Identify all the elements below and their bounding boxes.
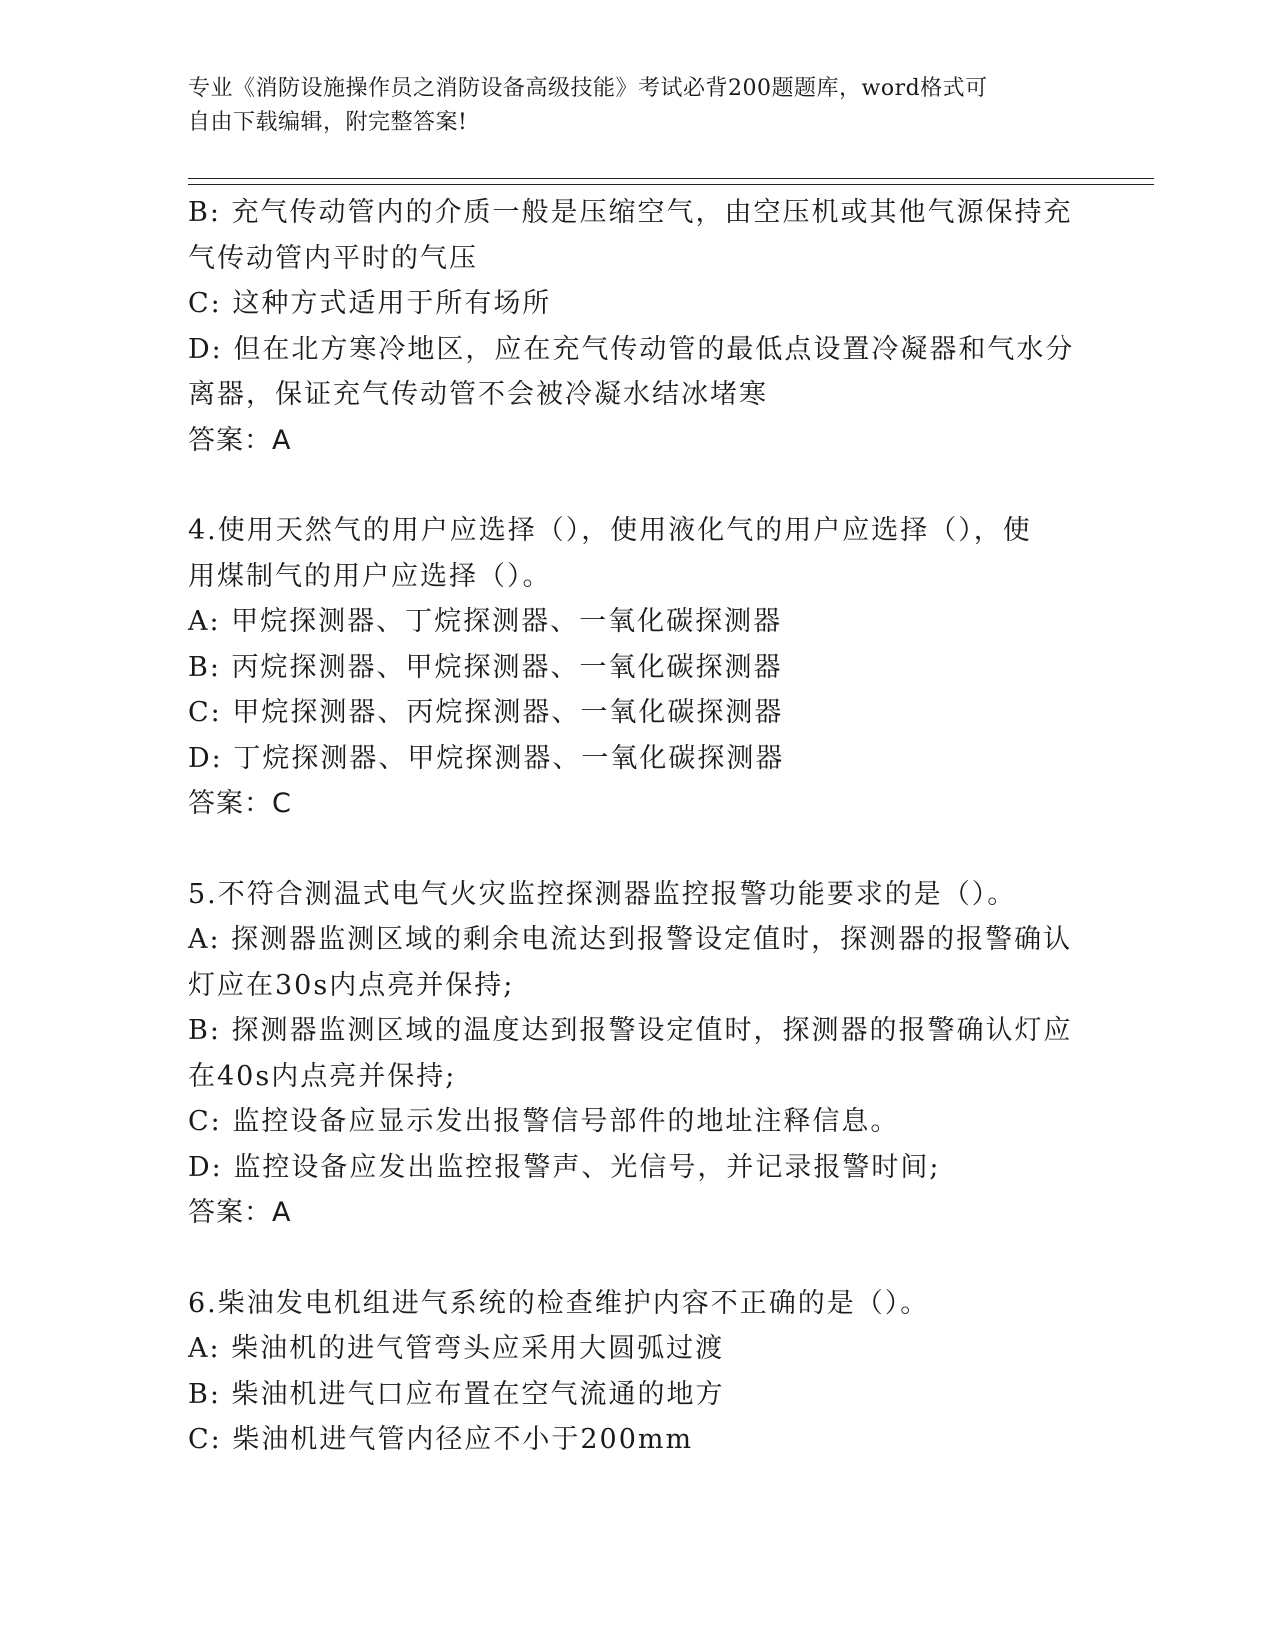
q3-option-d-line-2: 离器，保证充气传动管不会被冷凝水结冰堵寒 bbox=[188, 379, 768, 410]
q5-option-b-line-2: 在40s内点亮并保持; bbox=[188, 1060, 457, 1092]
header-rule-bottom bbox=[188, 184, 1154, 185]
q3-option-b-line-1: B: 充气传动管内的介质一般是压缩空气，由空压机或其他气源保持充 bbox=[188, 197, 1073, 228]
q4-option-c: C: 甲烷探测器、丙烷探测器、一氧化碳探测器 bbox=[188, 697, 784, 728]
q6-option-b: B: 柴油机进气口应布置在空气流通的地方 bbox=[188, 1378, 725, 1410]
q6-question: 6.柴油发电机组进气系统的检查维护内容不正确的是（）。 bbox=[188, 1287, 930, 1319]
header-line-2: 自由下载编辑，附完整答案! bbox=[188, 110, 468, 135]
question-6 bbox=[188, 1281, 1088, 1463]
spacer bbox=[188, 827, 1088, 872]
q5-answer: 答案：A bbox=[188, 1197, 292, 1228]
q3-option-c: C: 这种方式适用于所有场所 bbox=[188, 288, 552, 319]
q3-answer: 答案：A bbox=[188, 424, 292, 456]
question-5 bbox=[188, 872, 1088, 1236]
q3-option-d-line-1: D: 但在北方寒冷地区，应在充气传动管的最低点设置冷凝器和气水分 bbox=[188, 333, 1075, 365]
q4-question-line-2: 用煤制气的用户应选择（）。 bbox=[188, 560, 552, 592]
q6-option-c: C: 柴油机进气管内径应不小于200mm bbox=[188, 1424, 694, 1455]
q4-option-d: D: 丁烷探测器、甲烷探测器、一氧化碳探测器 bbox=[188, 742, 785, 774]
header-rule-top bbox=[188, 178, 1154, 179]
q4-option-a: A: 甲烷探测器、丁烷探测器、一氧化碳探测器 bbox=[188, 606, 783, 637]
q5-question: 5.不符合测温式电气火灾监控探测器监控报警功能要求的是（）。 bbox=[188, 878, 1017, 910]
header-line-1: 专业《消防设施操作员之消防设备高级技能》考试必背200题题库，word格式可 bbox=[188, 76, 988, 101]
document-header bbox=[188, 72, 1068, 140]
q5-option-b-line-1: B: 探测器监测区域的温度达到报警设定值时，探测器的报警确认灯应 bbox=[188, 1015, 1073, 1046]
q4-answer: 答案：C bbox=[188, 788, 292, 819]
q3-option-b-line-2: 气传动管内平时的气压 bbox=[188, 242, 478, 274]
spacer bbox=[188, 1236, 1088, 1281]
q4-question-line-1: 4.使用天然气的用户应选择（），使用液化气的用户应选择（），使 bbox=[188, 515, 1032, 546]
q5-option-a-line-1: A: 探测器监测区域的剩余电流达到报警设定值时，探测器的报警确认 bbox=[188, 924, 1073, 955]
spacer bbox=[188, 463, 1088, 508]
question-4 bbox=[188, 508, 1088, 827]
q6-option-a: A: 柴油机的进气管弯头应采用大圆弧过渡 bbox=[188, 1333, 725, 1364]
q4-option-b: B: 丙烷探测器、甲烷探测器、一氧化碳探测器 bbox=[188, 651, 783, 683]
q5-option-c: C: 监控设备应显示发出报警信号部件的地址注释信息。 bbox=[188, 1106, 900, 1137]
question-3 bbox=[188, 190, 1088, 463]
document-body bbox=[188, 190, 1088, 1463]
q5-option-d: D: 监控设备应发出监控报警声、光信号，并记录报警时间; bbox=[188, 1151, 941, 1183]
q5-option-a-line-2: 灯应在30s内点亮并保持; bbox=[188, 969, 515, 1001]
